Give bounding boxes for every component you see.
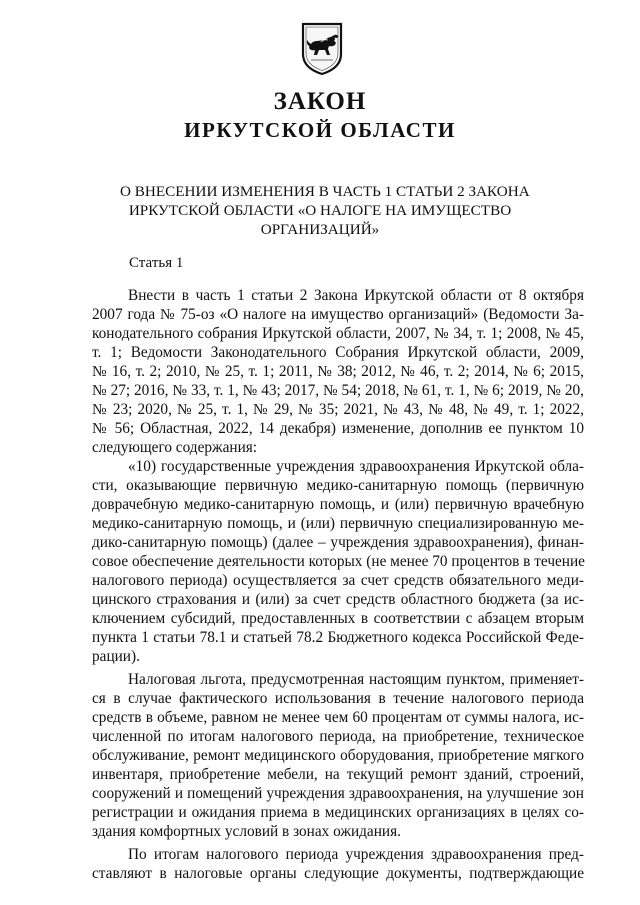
- text-line: По итогам налогового периода учреждения здравоохранения пред-: [128, 846, 584, 863]
- text-line: медико-санитарную помощь, и (или) первичную специализированную ме-: [92, 515, 584, 532]
- text-line: обслуживание, ремонт медицинского оборудования, приобретение мягкого: [92, 747, 584, 764]
- text-line: регистрации и ожидания приема в медицинских организациях в целях со-: [92, 804, 584, 821]
- text-line: доврачебную медико-санитарную помощь, и (или) первичную врачебную: [92, 496, 584, 513]
- subject-line: ОРГАНИЗАЦИЙ»: [260, 221, 380, 238]
- text-line: № 27; 2016, № 33, т. 1, № 43; 2017, № 54; 2018, № 61, т. 1, № 6; 2019, № 20,: [92, 382, 584, 399]
- text-line: № 23; 2020, № 25, т. 1, № 29, № 35; 2021, № 43, № 48, № 49, т. 1; 2022,: [92, 401, 584, 418]
- article-body: [92, 286, 584, 883]
- text-line: т. 1; Ведомости Законодательного Собрания Иркутской области, 2009,: [92, 344, 584, 361]
- text-line: инвентаря, приобретение мебели, на текущий ремонт зданий, строений,: [92, 766, 584, 783]
- text-line: ся в случае фактического использования в течение налогового периода: [92, 690, 584, 707]
- article-heading: Статья 1: [129, 255, 184, 271]
- text-line: цинского страхования и (или) за счет средств областного бюджета (за ис-: [92, 591, 584, 608]
- text-line: 2007 года № 75-оз «О налоге на имущество организаций» (Ведомости За-: [92, 306, 584, 323]
- text-line: «10) государственные учреждения здравоохранения Иркутской обла-: [128, 458, 584, 475]
- text-line: ключением субсидий, предоставленных в соответствии с абзацем вторым: [92, 610, 584, 627]
- subject-line: О ВНЕСЕНИИ ИЗМЕНЕНИЯ В ЧАСТЬ 1 СТАТЬИ 2 ЗАКОНА: [120, 183, 530, 200]
- text-line: средств в объеме, равном не менее чем 60 процентам от суммы налога, ис-: [92, 709, 584, 726]
- text-line: сооружений и помещений учреждения здравоохранения, на улучшение зон: [92, 785, 584, 802]
- text-line: № 56; Областная, 2022, 14 декабря) изменение, дополнив ее пунктом 10: [92, 420, 584, 437]
- text-line: здания комфортных условий в зонах ожидания.: [92, 823, 401, 840]
- text-line: рации).: [92, 648, 140, 665]
- text-line: пункта 1 статьи 78.1 и статьей 78.2 Бюджетного кодекса Российской Феде-: [92, 629, 584, 646]
- text-line: Налоговая льгота, предусмотренная настоящим пунктом, применяет-: [128, 671, 584, 688]
- subject-line: ИРКУТСКОЙ ОБЛАСТИ «О НАЛОГЕ НА ИМУЩЕСТВО: [128, 202, 512, 219]
- text-line: ставляют в налоговые органы следующие документы, подтверждающие: [92, 865, 584, 882]
- text-line: Внести в часть 1 статьи 2 Закона Иркутской области от 8 октября: [128, 287, 584, 304]
- text-line: численной по итогам налогового периода, на приобретение, техническое: [92, 728, 584, 745]
- text-line: дико-санитарную помощь) (далее – учреждения здравоохранения), финан-: [92, 534, 584, 551]
- law-subject: [120, 182, 530, 239]
- text-line: сти, оказывающие первичную медико-санитарную помощь (первичную: [92, 477, 584, 494]
- text-line: следующего содержания:: [92, 439, 258, 456]
- text-line: налогового периода) осуществляется за счет средств обязательного меди-: [92, 572, 584, 589]
- region-title: ИРКУТСКОЙ ОБЛАСТИ: [184, 118, 456, 142]
- law-title: ЗАКОН: [273, 88, 367, 115]
- text-line: конодательного собрания Иркутской области, 2007, № 34, т. 1; 2008, № 45,: [92, 325, 584, 342]
- text-line: совое обеспечение деятельности которых (не менее 70 процентов в течение: [92, 553, 585, 570]
- irkutsk-coat-of-arms-icon: [301, 22, 343, 76]
- text-line: № 16, т. 2; 2010, № 25, т. 1; 2011, № 38; 2012, № 46, т. 2; 2014, № 6; 2015,: [92, 363, 584, 380]
